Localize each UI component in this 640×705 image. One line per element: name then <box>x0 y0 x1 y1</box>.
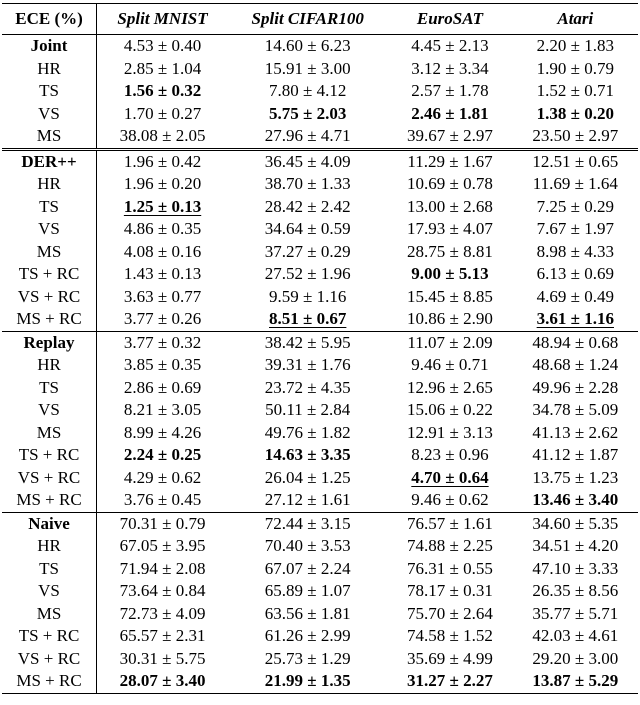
method-label: MS <box>2 603 97 626</box>
ece-value-cell: 74.58 ± 1.52 <box>407 626 493 646</box>
ece-value-cell: 6.13 ± 0.69 <box>536 264 614 284</box>
method-label: VS + RC <box>2 648 97 671</box>
ece-value-cell: 1.38 ± 0.20 <box>536 103 614 123</box>
ece-value-cell: 63.56 ± 1.81 <box>264 603 351 623</box>
ece-value-cell: 34.60 ± 5.35 <box>513 512 638 535</box>
table-row <box>2 625 638 648</box>
ece-value-cell: 15.45 ± 8.85 <box>407 286 493 306</box>
ece-value-cell: 74.88 ± 2.25 <box>407 536 493 556</box>
table-body <box>2 35 638 694</box>
ece-value-cell: 14.60 ± 6.23 <box>228 35 387 58</box>
table-row <box>2 648 638 671</box>
method-label: TS + RC <box>2 263 97 286</box>
ece-value-cell: 14.63 ± 3.35 <box>264 445 351 465</box>
method-label: TS <box>2 80 97 103</box>
method-label: VS <box>2 218 97 241</box>
ece-value-cell: 3.77 ± 0.26 <box>123 309 202 329</box>
ece-value-cell: 23.50 ± 2.97 <box>532 126 619 146</box>
ece-value-cell: 72.73 ± 4.09 <box>119 603 206 623</box>
method-label: TS + RC <box>2 625 97 648</box>
ece-value-cell: 38.70 ± 1.33 <box>264 174 351 194</box>
ece-value-cell: 15.91 ± 3.00 <box>264 58 351 78</box>
ece-value-cell: 76.31 ± 0.55 <box>407 558 493 578</box>
ece-value-cell: 21.99 ± 1.35 <box>264 671 351 691</box>
ece-value-cell: 38.08 ± 2.05 <box>119 126 206 146</box>
ece-value-cell: 28.07 ± 3.40 <box>119 671 206 691</box>
ece-value-cell: 31.27 ± 2.27 <box>407 671 493 691</box>
method-label: TS <box>2 558 97 581</box>
method-label: HR <box>2 58 97 81</box>
header-row <box>2 4 638 35</box>
ece-value-cell: 13.75 ± 1.23 <box>532 467 619 487</box>
ece-value-cell: 8.99 ± 4.26 <box>123 422 202 442</box>
ece-value-cell: 11.69 ± 1.64 <box>532 174 618 194</box>
ece-value-cell: 2.57 ± 1.78 <box>411 81 489 101</box>
ece-value-cell: 12.96 ± 2.65 <box>407 377 493 397</box>
method-label: Joint <box>2 35 97 58</box>
table-row <box>2 399 638 422</box>
ece-value-cell: 12.91 ± 3.13 <box>407 422 493 442</box>
ece-value-cell: 4.29 ± 0.62 <box>123 467 202 487</box>
ece-value-cell: 27.12 ± 1.61 <box>264 490 351 510</box>
ece-value-cell: 4.45 ± 2.13 <box>387 35 512 58</box>
method-label: TS + RC <box>2 444 97 467</box>
method-label: HR <box>2 354 97 377</box>
ece-value-cell: 17.93 ± 4.07 <box>407 219 493 239</box>
method-label: MS <box>2 422 97 445</box>
ece-value-cell: 1.90 ± 0.79 <box>536 58 614 78</box>
ece-value-cell: 3.12 ± 3.34 <box>411 58 489 78</box>
table-row <box>2 354 638 377</box>
method-label: Replay <box>2 331 97 354</box>
table-row <box>2 58 638 81</box>
ece-value-cell: 34.51 ± 4.20 <box>532 536 619 556</box>
ece-value-cell: 37.27 ± 0.29 <box>264 241 351 261</box>
method-label: TS <box>2 196 97 219</box>
ece-value-cell: 10.86 ± 2.90 <box>407 309 493 329</box>
table-row <box>2 558 638 581</box>
ece-value-cell: 36.45 ± 4.09 <box>228 149 387 173</box>
table-row <box>2 467 638 490</box>
ece-value-cell: 28.42 ± 2.42 <box>264 196 351 216</box>
ece-value-cell: 50.11 ± 2.84 <box>265 400 351 420</box>
ece-value-cell: 49.76 ± 1.82 <box>264 422 351 442</box>
method-label: MS + RC <box>2 489 97 512</box>
ece-value-cell: 15.06 ± 0.22 <box>407 400 493 420</box>
ece-value-cell: 7.67 ± 1.97 <box>536 219 614 239</box>
table-row <box>2 80 638 103</box>
ece-value-cell: 8.98 ± 4.33 <box>536 241 614 261</box>
ece-value-cell: 9.00 ± 5.13 <box>411 264 489 284</box>
ece-value-cell: 78.17 ± 0.31 <box>407 581 493 601</box>
ece-value-cell: 70.40 ± 3.53 <box>264 536 351 556</box>
ece-value-cell: 34.64 ± 0.59 <box>264 219 351 239</box>
ece-value-cell: 65.57 ± 2.31 <box>119 626 206 646</box>
ece-value-cell: 7.25 ± 0.29 <box>536 196 614 216</box>
ece-value-cell: 11.29 ± 1.67 <box>387 149 512 173</box>
ece-value-cell: 42.03 ± 4.61 <box>532 626 619 646</box>
ece-value-cell: 2.85 ± 1.04 <box>123 58 202 78</box>
ece-value-cell: 7.80 ± 4.12 <box>269 81 347 101</box>
ece-value-cell: 65.89 ± 1.07 <box>264 581 351 601</box>
table-row <box>2 489 638 512</box>
table-row <box>2 535 638 558</box>
table-row <box>2 603 638 626</box>
ece-value-cell: 2.46 ± 1.81 <box>411 103 489 123</box>
method-label: VS <box>2 103 97 126</box>
table-row <box>2 308 638 331</box>
ece-value-cell: 3.85 ± 0.35 <box>123 355 202 375</box>
ece-value-cell: 5.75 ± 2.03 <box>269 103 347 123</box>
ece-value-cell: 1.43 ± 0.13 <box>123 264 202 284</box>
dataset-header-eurosat: EuroSAT <box>387 4 512 35</box>
ece-value-cell: 1.52 ± 0.71 <box>536 81 614 101</box>
ece-value-cell: 76.57 ± 1.61 <box>387 512 512 535</box>
dataset-header-atari: Atari <box>513 4 638 35</box>
method-label: VS <box>2 399 97 422</box>
table-row <box>2 241 638 264</box>
ece-value-cell: 26.04 ± 1.25 <box>264 467 351 487</box>
ece-value-cell: 8.51 ± 0.67 <box>269 309 347 329</box>
table-row <box>2 512 638 535</box>
table-row <box>2 103 638 126</box>
ece-value-cell: 25.73 ± 1.29 <box>264 648 351 668</box>
table-row <box>2 263 638 286</box>
ece-value-cell: 27.52 ± 1.96 <box>264 264 351 284</box>
method-label: MS <box>2 241 97 264</box>
table-row <box>2 218 638 241</box>
ece-value-cell: 4.70 ± 0.64 <box>411 467 489 487</box>
table-row <box>2 173 638 196</box>
ece-value-cell: 23.72 ± 4.35 <box>264 377 351 397</box>
ece-value-cell: 39.67 ± 2.97 <box>407 126 493 146</box>
method-label: HR <box>2 173 97 196</box>
ece-value-cell: 71.94 ± 2.08 <box>119 558 206 578</box>
ece-value-cell: 67.05 ± 3.95 <box>119 536 206 556</box>
ece-value-cell: 41.13 ± 2.62 <box>532 422 619 442</box>
method-label: MS + RC <box>2 308 97 331</box>
table-row <box>2 149 638 173</box>
table-row <box>2 286 638 309</box>
ece-value-cell: 70.31 ± 0.79 <box>97 512 229 535</box>
ece-value-cell: 73.64 ± 0.84 <box>119 581 206 601</box>
ece-value-cell: 1.25 ± 0.13 <box>123 196 202 216</box>
ece-value-cell: 38.42 ± 5.95 <box>228 331 387 354</box>
ece-value-cell: 13.87 ± 5.29 <box>532 671 619 691</box>
ece-value-cell: 41.12 ± 1.87 <box>532 445 619 465</box>
ece-value-cell: 35.69 ± 4.99 <box>407 648 493 668</box>
method-label: VS <box>2 580 97 603</box>
dataset-header-split-cifar100: Split CIFAR100 <box>228 4 387 35</box>
ece-value-cell: 49.96 ± 2.28 <box>532 377 619 397</box>
table-row <box>2 444 638 467</box>
ece-value-cell: 61.26 ± 2.99 <box>264 626 351 646</box>
ece-value-cell: 35.77 ± 5.71 <box>532 603 619 623</box>
ece-value-cell: 2.86 ± 0.69 <box>123 377 202 397</box>
ece-value-cell: 13.00 ± 2.68 <box>407 196 493 216</box>
method-label: Naive <box>2 512 97 535</box>
method-label: VS + RC <box>2 467 97 490</box>
ece-value-cell: 4.53 ± 0.40 <box>97 35 229 58</box>
ece-value-cell: 4.08 ± 0.16 <box>123 241 202 261</box>
ece-value-cell: 39.31 ± 1.76 <box>264 355 351 375</box>
metric-header: ECE (%) <box>2 4 97 35</box>
ece-value-cell: 11.07 ± 2.09 <box>387 331 512 354</box>
ece-value-cell: 34.78 ± 5.09 <box>532 400 619 420</box>
table-row <box>2 331 638 354</box>
ece-value-cell: 3.76 ± 0.45 <box>123 490 202 510</box>
dataset-header-split-mnist: Split MNIST <box>97 4 229 35</box>
ece-value-cell: 12.51 ± 0.65 <box>513 149 638 173</box>
ece-value-cell: 75.70 ± 2.64 <box>407 603 493 623</box>
table-row <box>2 670 638 693</box>
ece-value-cell: 26.35 ± 8.56 <box>532 581 619 601</box>
table-row <box>2 422 638 445</box>
table-row <box>2 196 638 219</box>
method-label: TS <box>2 377 97 400</box>
table-row <box>2 125 638 149</box>
ece-value-cell: 67.07 ± 2.24 <box>264 558 351 578</box>
ece-value-cell: 4.86 ± 0.35 <box>123 219 202 239</box>
ece-value-cell: 9.46 ± 0.62 <box>411 490 489 510</box>
method-label: MS <box>2 125 97 149</box>
ece-value-cell: 29.20 ± 3.00 <box>532 648 619 668</box>
ece-value-cell: 48.68 ± 1.24 <box>532 355 619 375</box>
ece-value-cell: 27.96 ± 4.71 <box>264 126 351 146</box>
ece-value-cell: 28.75 ± 8.81 <box>407 241 493 261</box>
ece-value-cell: 9.46 ± 0.71 <box>411 355 489 375</box>
method-label: DER++ <box>2 149 97 173</box>
method-label: HR <box>2 535 97 558</box>
table-row <box>2 377 638 400</box>
ece-value-cell: 8.21 ± 3.05 <box>123 400 202 420</box>
ece-value-cell: 1.70 ± 0.27 <box>123 103 202 123</box>
ece-value-cell: 30.31 ± 5.75 <box>119 648 206 668</box>
ece-value-cell: 3.63 ± 0.77 <box>123 286 202 306</box>
ece-value-cell: 1.96 ± 0.42 <box>97 149 229 173</box>
ece-value-cell: 72.44 ± 3.15 <box>228 512 387 535</box>
table-row <box>2 580 638 603</box>
ece-value-cell: 48.94 ± 0.68 <box>513 331 638 354</box>
ece-value-cell: 3.61 ± 1.16 <box>536 309 614 329</box>
ece-value-cell: 47.10 ± 3.33 <box>532 558 619 578</box>
ece-value-cell: 1.56 ± 0.32 <box>123 81 202 101</box>
ece-value-cell: 1.96 ± 0.20 <box>123 174 202 194</box>
ece-value-cell: 13.46 ± 3.40 <box>532 490 619 510</box>
ece-value-cell: 9.59 ± 1.16 <box>269 286 347 306</box>
method-label: VS + RC <box>2 286 97 309</box>
results-table <box>2 3 638 694</box>
ece-value-cell: 8.23 ± 0.96 <box>411 445 489 465</box>
ece-value-cell: 2.20 ± 1.83 <box>513 35 638 58</box>
table-row <box>2 35 638 58</box>
ece-value-cell: 3.77 ± 0.32 <box>97 331 229 354</box>
method-label: MS + RC <box>2 670 97 693</box>
ece-value-cell: 2.24 ± 0.25 <box>123 445 202 465</box>
ece-value-cell: 10.69 ± 0.78 <box>407 174 493 194</box>
ece-value-cell: 4.69 ± 0.49 <box>536 286 614 306</box>
